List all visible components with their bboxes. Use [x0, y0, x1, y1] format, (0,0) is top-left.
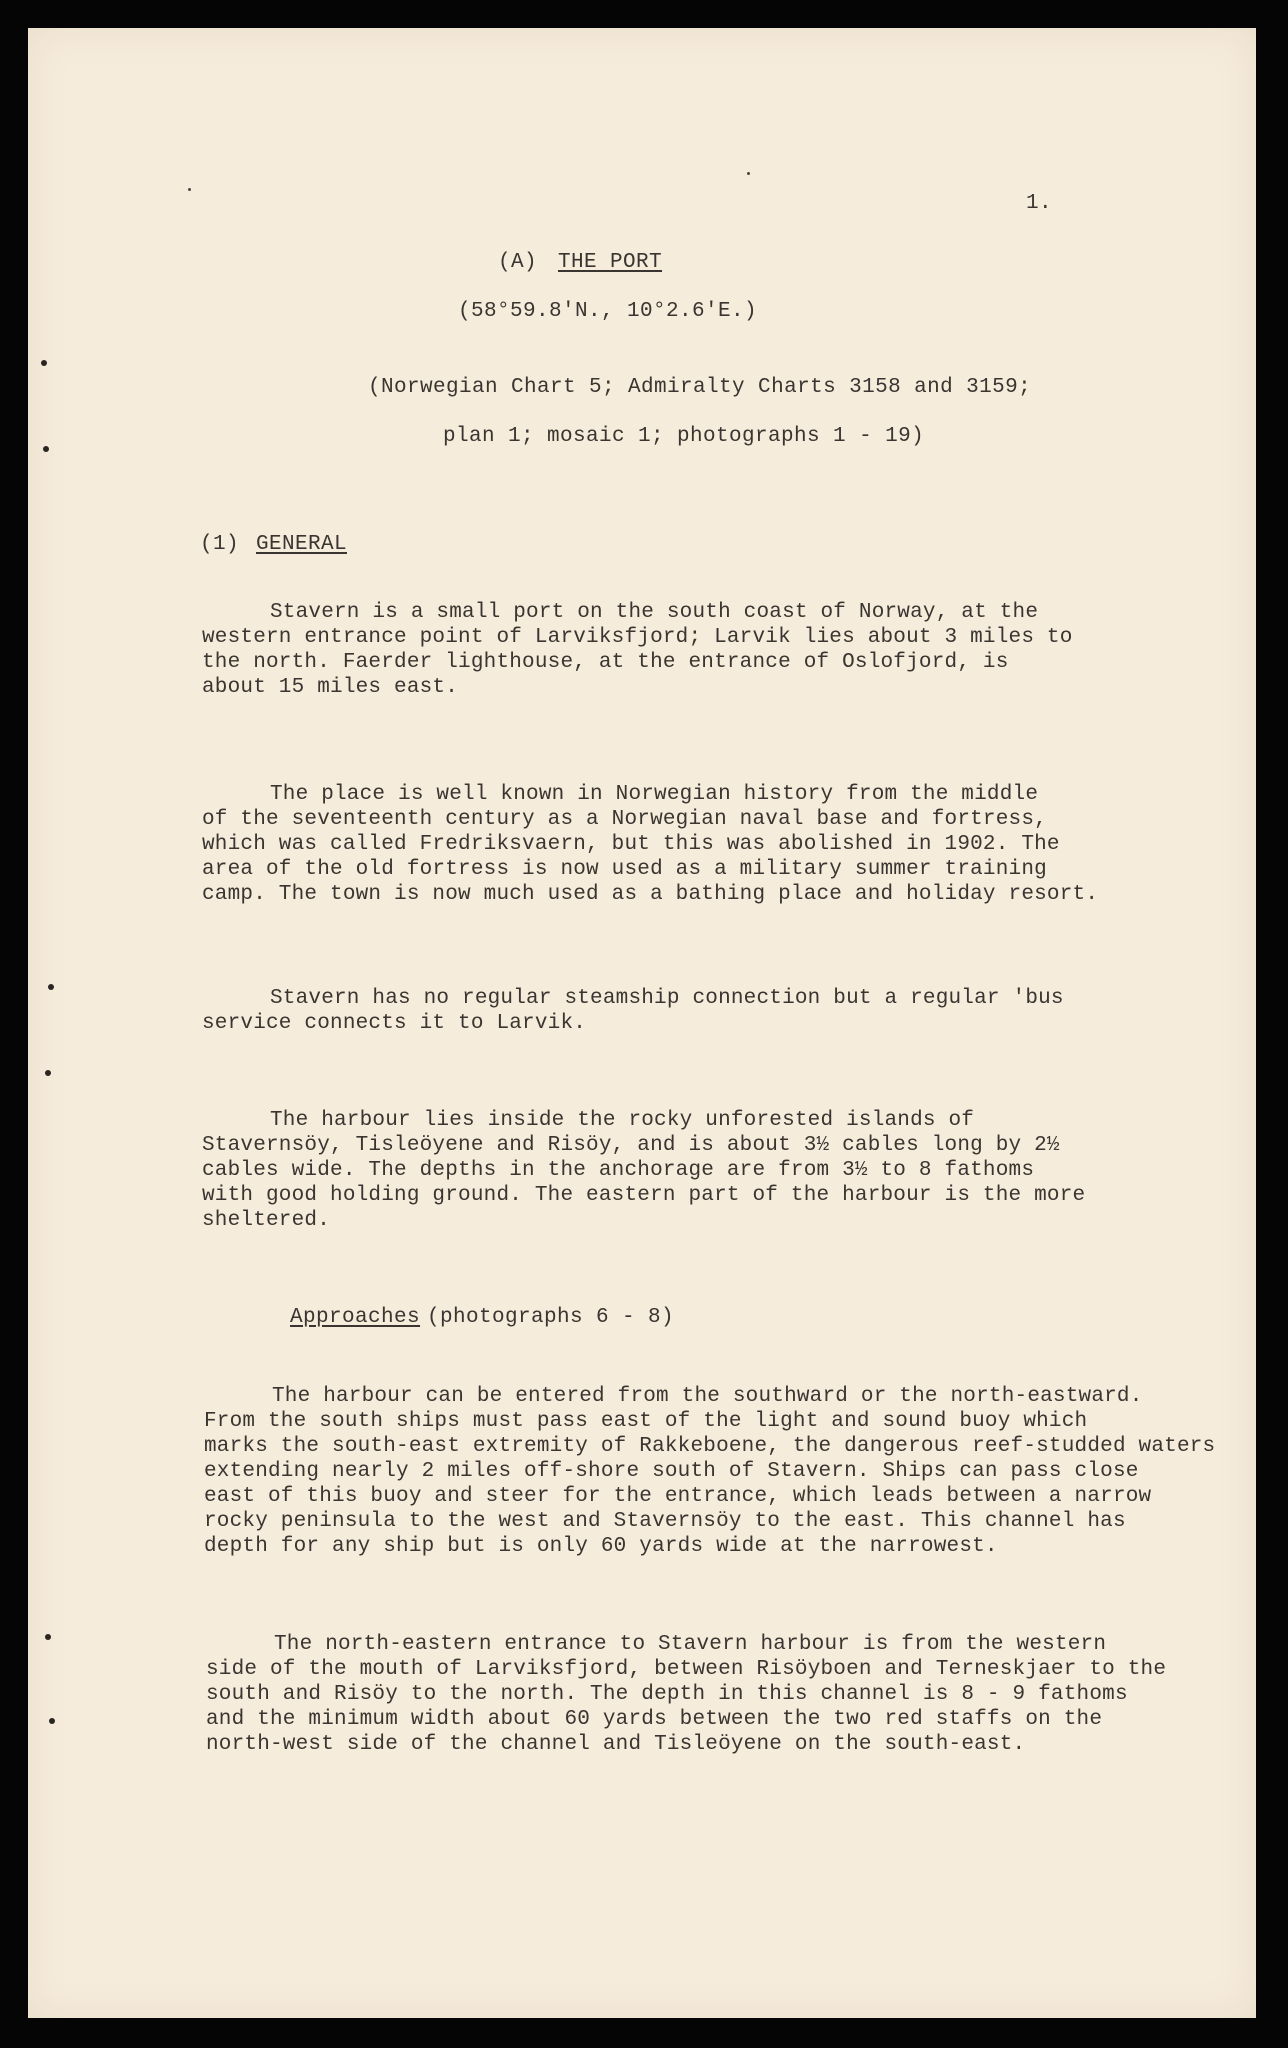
- general-section-title: GENERAL: [256, 533, 348, 556]
- section-label: (A): [498, 251, 538, 274]
- section-title: THE PORT: [558, 251, 663, 274]
- paragraph-connections: Stavern has no regular steamship connection but a regular 'bus service connects it to Larvik.: [202, 987, 1064, 1035]
- paragraph-history: The place is well known in Norwegian history from the middle of the seventeenth century as a Norwegian naval base and fortress, which was called Fredriksvaern, but this was abolished in 1902. The area of the old fortress is now used as a military summer training camp. The town is now much used as a bathing place and holiday resort.: [202, 783, 1099, 906]
- approaches-reference: (photographs 6 - 8): [427, 1306, 675, 1329]
- punch-hole-mark: [43, 446, 49, 452]
- approaches-title: Approaches: [290, 1306, 421, 1329]
- paragraph-south-entrance: The harbour can be entered from the southward or the north-eastward. From the south ships must pass east of the light and sound buoy which marks the south-east extremity of Rakkeboene, the dangerous reef-studded waters extending nearly 2 miles off-shore south of Stavern. Ships can pass close east of this buoy and steer for the entrance, which leads between a narrow rocky peninsula to the west and Stavernsöy to the east. This channel has depth for any ship but is only 60 yards wide at the narrowest.: [204, 1385, 1216, 1558]
- general-section-number: (1): [200, 533, 240, 556]
- chart-references-line-1: (Norwegian Chart 5; Admiralty Charts 3158 and 3159;: [368, 376, 1032, 399]
- ink-speck: [188, 188, 191, 191]
- paragraph-location: Stavern is a small port on the south coast of Norway, at the western entrance point of Larviksfjord; Larvik lies about 3 miles to the north. Faerder lighthouse, at the entrance of Oslofjord, is about 15 miles east.: [202, 601, 1073, 699]
- paragraph-north-east-entrance: The north-eastern entrance to Stavern harbour is from the western side of the mouth of Larviksfjord, between Risöyboen and Terneskjaer to the south and Risöy to the north. The depth in this channel is 8 - 9 fathoms and the minimum width about 60 yards between the two red staffs on the north-west side of the channel and Tisleöyene on the south-east.: [206, 1633, 1167, 1756]
- ink-speck: [747, 172, 750, 175]
- punch-hole-mark: [48, 984, 54, 990]
- document-page: [28, 28, 1256, 2018]
- page-number: 1.: [1026, 192, 1053, 215]
- punch-hole-mark: [45, 1634, 51, 1640]
- coordinates: (58°59.8'N., 10°2.6'E.): [458, 300, 758, 323]
- punch-hole-mark: [41, 360, 47, 366]
- punch-hole-mark: [45, 1070, 51, 1076]
- paragraph-harbour: The harbour lies inside the rocky unforested islands of Stavernsöy, Tisleöyene and Risöy, and is about 3½ cables long by 2½ cables wide. The depths in the anchorage are from 3½ to 8 fathoms with good holding ground. The eastern part of the harbour is the more sheltered.: [202, 1109, 1086, 1232]
- chart-references-line-2: plan 1; mosaic 1; photographs 1 - 19): [443, 425, 925, 448]
- punch-hole-mark: [49, 1718, 55, 1724]
